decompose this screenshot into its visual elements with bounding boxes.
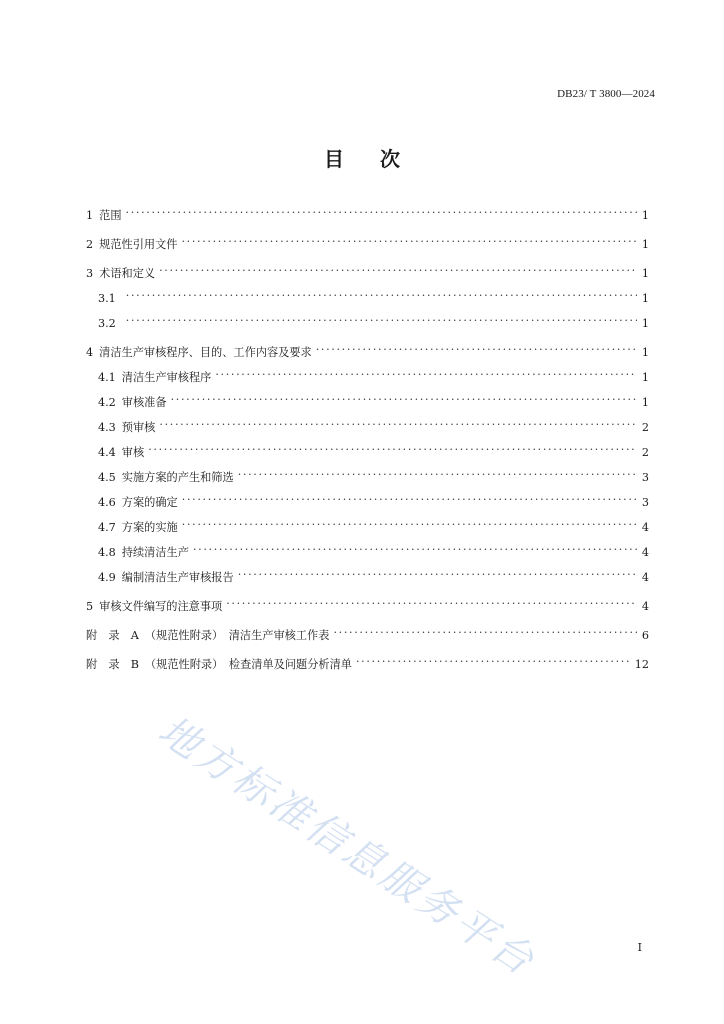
toc-entry-page: 1 [641, 209, 649, 222]
toc-entry-page: 4 [641, 521, 649, 534]
toc-dot-leader [126, 308, 637, 327]
toc-dot-leader [215, 362, 637, 381]
toc-entry-page: 6 [641, 629, 649, 642]
toc-entry-label: 规范性引用文件 [99, 238, 178, 251]
toc-dot-leader [182, 487, 637, 506]
toc-entry-text [98, 493, 178, 512]
toc-entry[interactable] [86, 437, 649, 462]
toc-entry-page: 3 [641, 496, 649, 509]
toc-entry-text [86, 264, 155, 283]
toc-entry-number: 附 录 A [86, 629, 139, 642]
toc-entry-page: 1 [641, 317, 649, 330]
toc-entry[interactable] [86, 562, 649, 587]
toc-entry-number: 1 [86, 209, 94, 222]
toc-entry-page: 4 [641, 600, 649, 613]
toc-dot-leader [126, 200, 637, 219]
toc-entry-text [86, 626, 329, 645]
toc-entry-page: 4 [641, 571, 649, 584]
toc-dot-leader [226, 591, 637, 610]
toc-entry[interactable] [86, 387, 649, 412]
toc-entry-number: 4 [86, 346, 94, 359]
toc-dot-leader [159, 412, 637, 431]
toc-entry-page: 2 [641, 446, 649, 459]
toc-entry-label: 术语和定义 [99, 267, 156, 280]
toc-dot-leader [193, 537, 637, 556]
toc-entry[interactable] [86, 462, 649, 487]
toc-entry-label: 清洁生产审核程序 [121, 371, 212, 384]
toc-entry-label: （规范性附录） 清洁生产审核工作表 [144, 629, 330, 642]
toc-entry-number: 4.1 [98, 371, 116, 384]
toc-dot-leader [171, 387, 637, 406]
toc-entry-page: 1 [641, 346, 649, 359]
toc-entry-page: 12 [634, 658, 649, 671]
toc-entry[interactable] [86, 620, 649, 645]
toc-entry-text [86, 206, 122, 225]
toc-entry-page: 4 [641, 546, 649, 559]
toc-entry-text [98, 468, 234, 487]
toc-dot-leader [182, 512, 637, 531]
toc-entry-text [98, 289, 122, 308]
toc-entry[interactable] [86, 308, 649, 333]
toc-entry[interactable] [86, 283, 649, 308]
toc-entry-number: 3 [86, 267, 94, 280]
toc-entry-label: 持续清洁生产 [121, 546, 189, 559]
toc-entry-text [98, 314, 122, 333]
toc-dot-leader [148, 437, 637, 456]
toc-entry-page: 2 [641, 421, 649, 434]
toc-entry[interactable] [86, 200, 649, 225]
toc-entry-number: 4.7 [98, 521, 116, 534]
toc-entry[interactable] [86, 362, 649, 387]
toc-entry-number: 5 [86, 600, 94, 613]
toc-entry[interactable] [86, 512, 649, 537]
toc-entry-text [98, 443, 144, 462]
toc-entry-number: 4.8 [98, 546, 116, 559]
toc-entry-label: 审核准备 [121, 396, 167, 409]
toc-dot-leader [181, 229, 637, 248]
toc-dot-leader [126, 283, 637, 302]
toc-entry-text [86, 597, 222, 616]
toc-entry-page: 1 [641, 267, 649, 280]
page-title: 目次 [324, 147, 436, 171]
toc-entry-text [86, 655, 352, 674]
toc-entry-label: 方案的实施 [121, 521, 178, 534]
toc-entry-label: 审核 [121, 446, 145, 459]
toc-entry-number: 4.5 [98, 471, 116, 484]
toc-entry[interactable] [86, 649, 649, 674]
toc-entry[interactable] [86, 487, 649, 512]
toc-entry-label: 实施方案的产生和筛选 [121, 471, 234, 484]
toc-entry-text [98, 543, 189, 562]
toc-entry[interactable] [86, 229, 649, 254]
document-code: DB23/ T 3800—2024 [557, 88, 655, 100]
toc-entry-text [86, 235, 177, 254]
toc-entry-label: 编制清洁生产审核报告 [121, 571, 234, 584]
toc-entry-number: 3.1 [98, 292, 116, 305]
toc-entry[interactable] [86, 337, 649, 362]
toc-entry-number: 4.3 [98, 421, 116, 434]
toc-entry[interactable] [86, 591, 649, 616]
toc-entry-text [98, 368, 211, 387]
toc-dot-leader [333, 620, 637, 639]
watermark: 地方标准信息服务平台 [150, 707, 545, 986]
toc-entry-page: 1 [641, 396, 649, 409]
toc-entry[interactable] [86, 412, 649, 437]
toc-dot-leader [159, 258, 637, 277]
toc-entry-label: 范围 [99, 209, 122, 222]
toc-entry[interactable] [86, 537, 649, 562]
toc-entry-number: 2 [86, 238, 94, 251]
toc-entry-number: 4.2 [98, 396, 116, 409]
toc-entry-page: 1 [641, 292, 649, 305]
toc-entry-page: 3 [641, 471, 649, 484]
toc-entry-label: 审核文件编写的注意事项 [99, 600, 223, 613]
toc-dot-leader [316, 337, 637, 356]
toc-entry-label: 预审核 [121, 421, 156, 434]
toc-entry-page: 1 [641, 371, 649, 384]
toc-entry-text [86, 343, 312, 362]
toc-entry-number: 附 录 B [86, 658, 139, 671]
toc-entry-number: 4.6 [98, 496, 116, 509]
toc-entry-number: 4.4 [98, 446, 116, 459]
toc-entry-label: （规范性附录） 检查清单及问题分析清单 [144, 658, 352, 671]
toc-entry-label: 清洁生产审核程序、目的、工作内容及要求 [99, 346, 312, 359]
table-of-contents [86, 200, 649, 674]
toc-entry-text [98, 518, 178, 537]
toc-entry[interactable] [86, 258, 649, 283]
toc-entry-text [98, 393, 167, 412]
toc-dot-leader [238, 462, 637, 481]
toc-entry-number: 3.2 [98, 317, 116, 330]
toc-entry-label: 方案的确定 [121, 496, 178, 509]
page-number: I [637, 941, 642, 954]
toc-dot-leader [356, 649, 631, 668]
toc-entry-text [98, 568, 234, 587]
toc-entry-text [98, 418, 155, 437]
toc-dot-leader [238, 562, 637, 581]
toc-entry-number: 4.9 [98, 571, 116, 584]
toc-entry-page: 1 [641, 238, 649, 251]
